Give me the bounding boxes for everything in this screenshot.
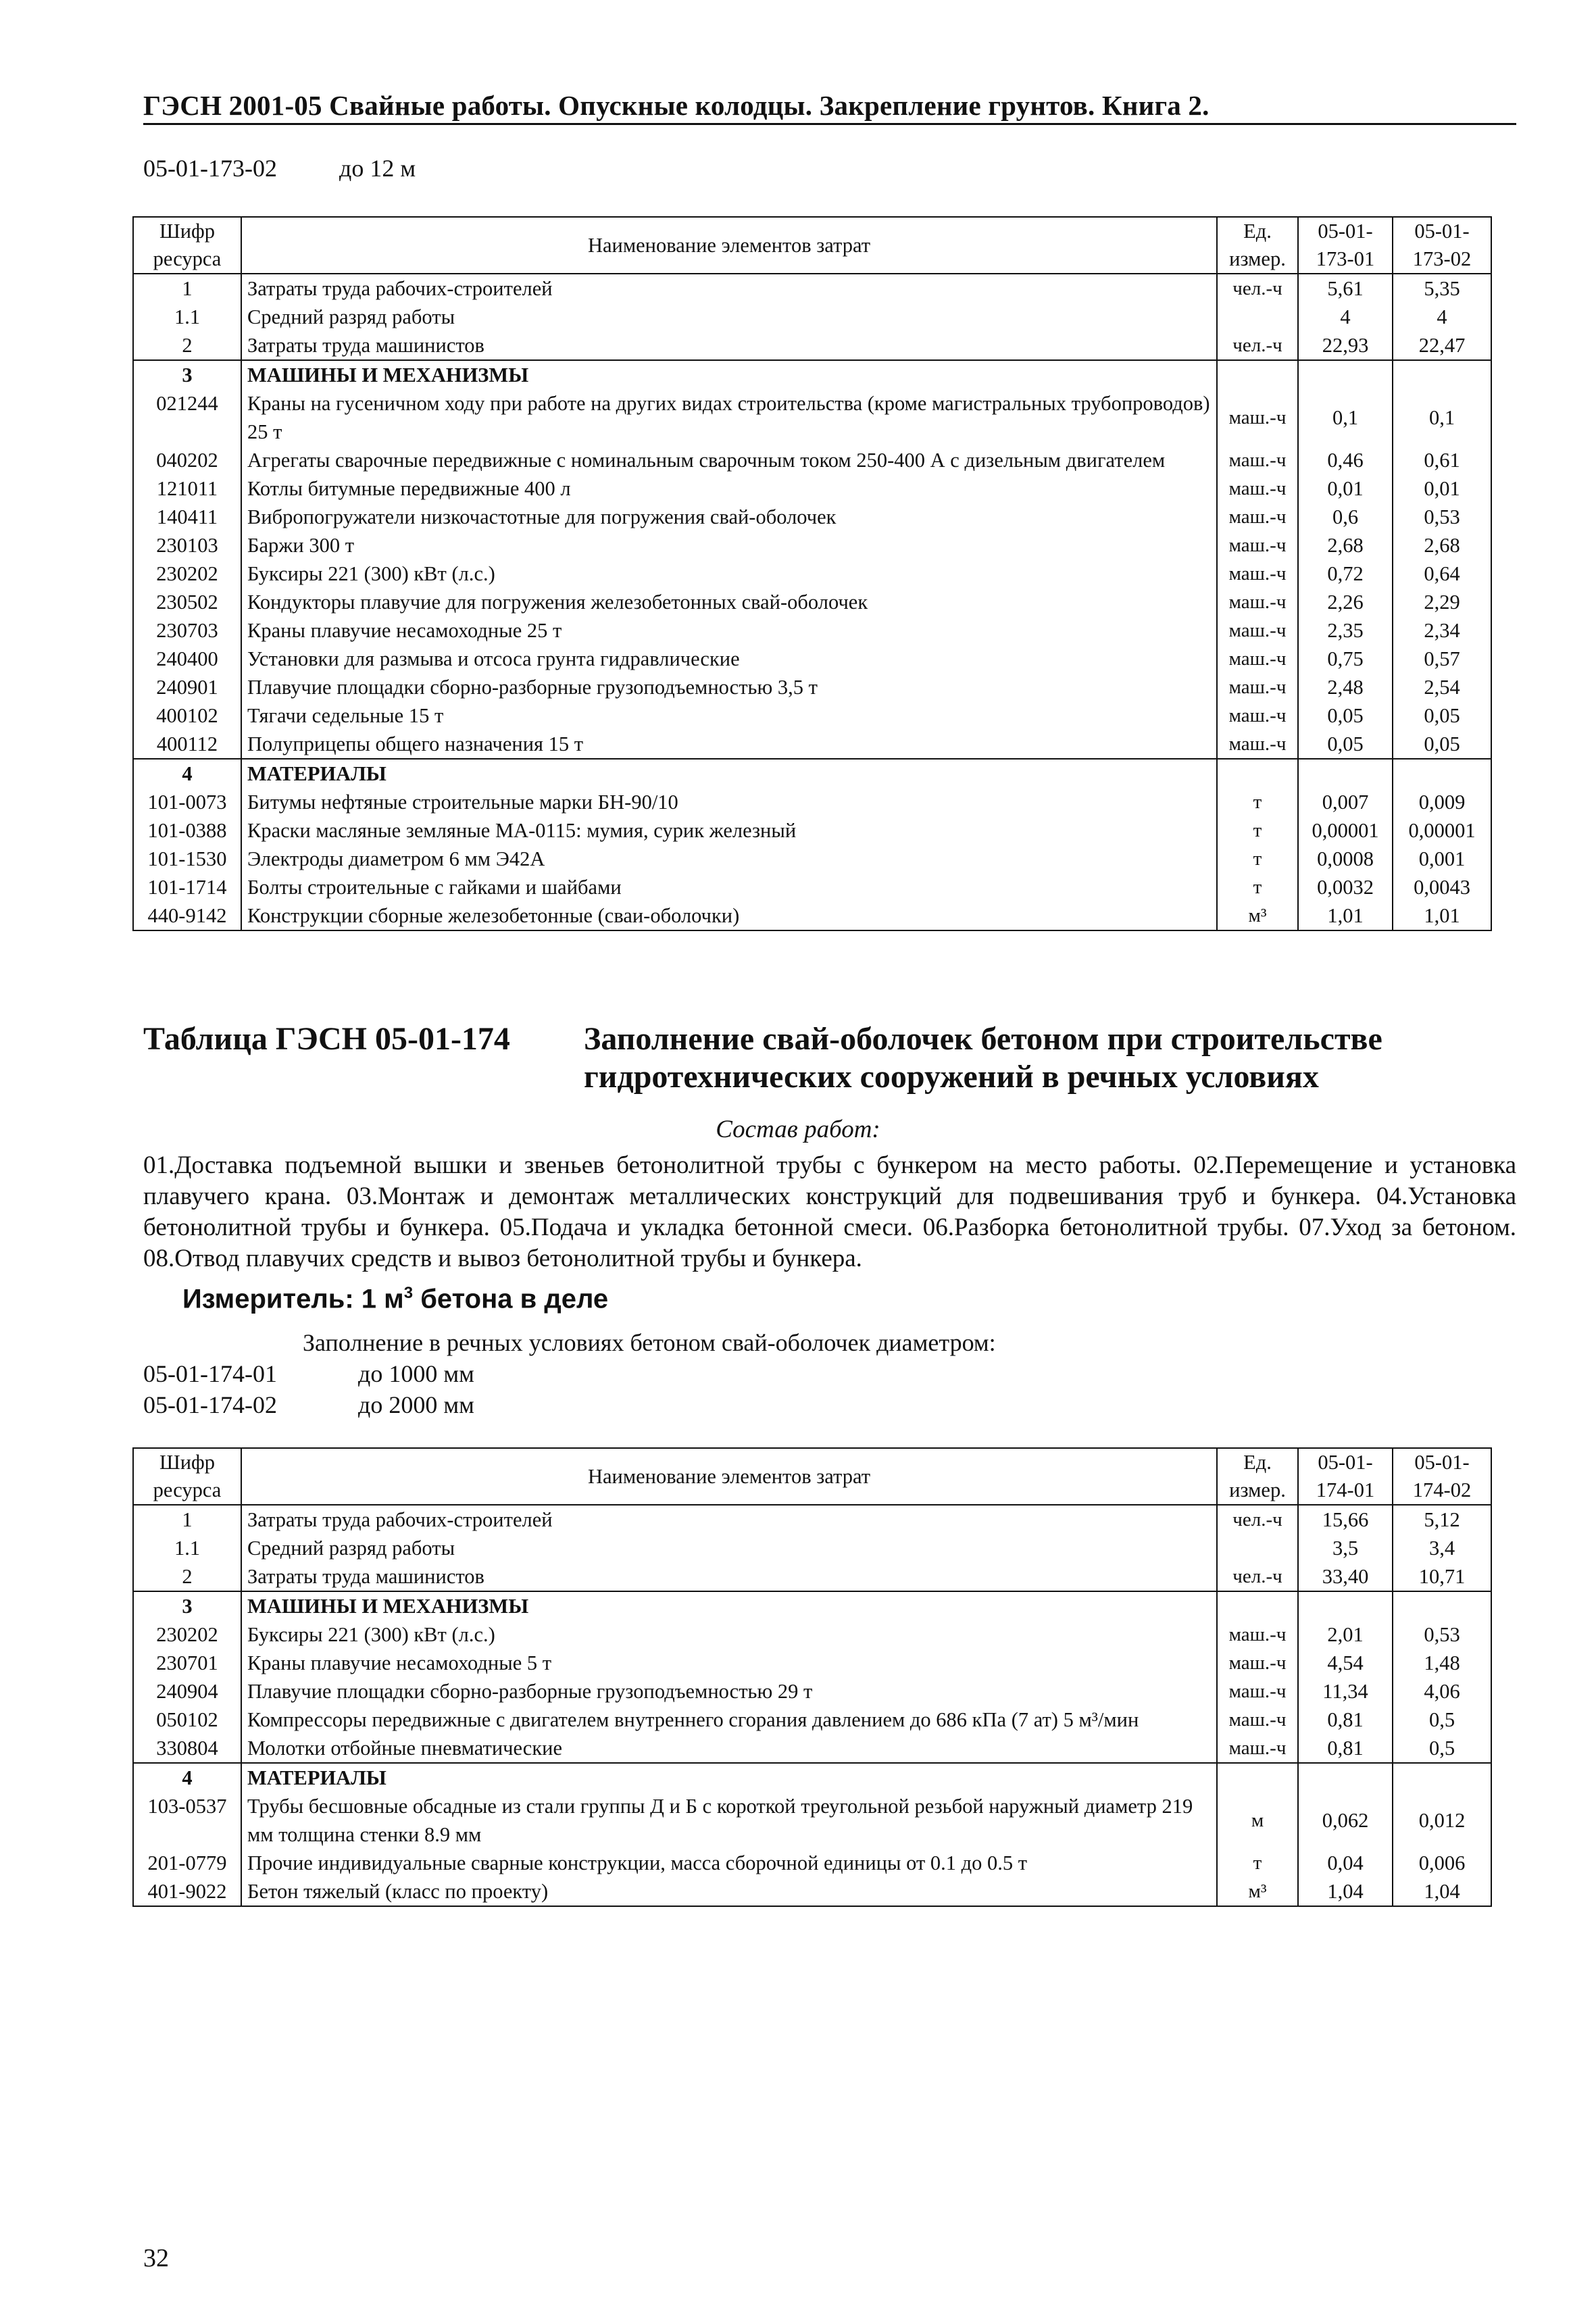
cell-name: Молотки отбойные пневматические [241,1734,1217,1763]
resource-table-173 [132,216,1492,931]
cell-value-2: 1,48 [1393,1649,1491,1677]
cell-code: 050102 [133,1706,241,1734]
cell-code: 440-9142 [133,901,241,930]
cell-value-2: 0,00001 [1393,816,1491,845]
variant-code: 05-01-174-02 [143,1391,277,1418]
cell-name: Битумы нефтяные строительные марки БН-90/10 [241,788,1217,816]
cell-name: Кондукторы плавучие для погружения железобетонных свай-оболочек [241,588,1217,616]
cell-name: Электроды диаметром 6 мм Э42А [241,845,1217,873]
cell-value-1: 2,26 [1298,588,1393,616]
cell-value-1: 3,5 [1298,1534,1393,1562]
cell-value-2: 0,001 [1393,845,1491,873]
variant-code: 05-01-173-02 [143,155,277,182]
cell-value-1 [1298,360,1393,389]
cell-code: 401-9022 [133,1877,241,1906]
table-row [133,1849,1491,1877]
table-row [133,816,1491,845]
cell-value-2: 2,68 [1393,531,1491,559]
cell-unit: чел.-ч [1217,1505,1298,1534]
cell-unit: маш.-ч [1217,446,1298,474]
table-row [133,616,1491,645]
cell-name: Затраты труда машинистов [241,1562,1217,1591]
cell-value-1: 4 [1298,303,1393,331]
cell-name: Затраты труда рабочих-строителей [241,274,1217,303]
running-header: ГЭСН 2001-05 Свайные работы. Опускные колодцы. Закрепление грунтов. Книга 2. [143,90,1210,121]
cell-unit: маш.-ч [1217,1677,1298,1706]
cell-value-1: 2,35 [1298,616,1393,645]
cell-value-2: 0,01 [1393,474,1491,503]
cell-unit: м³ [1217,1877,1298,1906]
cell-name: Буксиры 221 (300) кВт (л.с.) [241,1620,1217,1649]
cell-value-2: 0,05 [1393,730,1491,759]
cell-name: Затраты труда рабочих-строителей [241,1505,1217,1534]
cell-value-2: 0,05 [1393,701,1491,730]
cell-value-2: 10,71 [1393,1562,1491,1591]
cell-name: Компрессоры передвижные с двигателем внутреннего сгорания давлением до 686 кПа (7 ат) 5 м³/мин [241,1706,1217,1734]
cell-value-2: 2,29 [1393,588,1491,616]
cell-value-2 [1393,1591,1491,1620]
variant-value: до 12 м [339,155,416,182]
header-col1: 05-01-173-01 [1298,217,1393,274]
cell-value-2: 1,01 [1393,901,1491,930]
cell-name: Бетон тяжелый (класс по проекту) [241,1877,1217,1906]
cell-code: 1 [133,1505,241,1534]
table-title: Заполнение свай-оболочек бетоном при строительстве гидротехнических сооружений в речных условиях [584,1021,1382,1095]
cell-unit: т [1217,873,1298,901]
cell-name: Прочие индивидуальные сварные конструкции, масса сборочной единицы от 0.1 до 0.5 т [241,1849,1217,1877]
table-row [133,446,1491,474]
header-code: Шифр ресурса [133,217,241,274]
cell-value-1: 0,72 [1298,559,1393,588]
cell-value-1: 22,93 [1298,331,1393,360]
cell-name: Трубы бесшовные обсадные из стали группы Д и Б с короткой треугольной резьбой наружный диаметр 219 мм толщина стенки 8.9 мм [241,1792,1217,1849]
measure-suffix: бетона в деле [413,1284,609,1314]
cell-code: 101-1530 [133,845,241,873]
cell-name: МАШИНЫ И МЕХАНИЗМЫ [241,1591,1217,1620]
table-row [133,673,1491,701]
cell-name: Краски масляные земляные МА-0115: мумия, сурик железный [241,816,1217,845]
cell-code: 2 [133,1562,241,1591]
cell-value-1: 0,81 [1298,1734,1393,1763]
header-name: Наименование элементов затрат [241,217,1217,274]
cell-unit: чел.-ч [1217,274,1298,303]
table-row [133,1562,1491,1591]
cell-code: 230703 [133,616,241,645]
cell-value-2: 0,5 [1393,1706,1491,1734]
cell-name: Полуприцепы общего назначения 15 т [241,730,1217,759]
cell-name: Агрегаты сварочные передвижные с номинальным сварочным током 250-400 А с дизельным двигателем [241,446,1217,474]
cell-value-1: 1,04 [1298,1877,1393,1906]
cell-name: Средний разряд работы [241,1534,1217,1562]
cell-value-2: 2,34 [1393,616,1491,645]
cell-unit [1217,303,1298,331]
cell-name: Тягачи седельные 15 т [241,701,1217,730]
cell-value-1: 0,05 [1298,730,1393,759]
cell-code: 101-0073 [133,788,241,816]
cell-value-2: 0,0043 [1393,873,1491,901]
cell-unit: маш.-ч [1217,503,1298,531]
table-row [133,1649,1491,1677]
cell-value-1: 2,68 [1298,531,1393,559]
cell-value-2: 3,4 [1393,1534,1491,1562]
cell-value-1: 0,6 [1298,503,1393,531]
table-row [133,1505,1491,1534]
cell-value-1: 0,0008 [1298,845,1393,873]
cell-code: 240904 [133,1677,241,1706]
cell-unit [1217,360,1298,389]
cell-name: Краны плавучие несамоходные 5 т [241,1649,1217,1677]
cell-code: 4 [133,759,241,788]
measure-unit [182,1284,608,1314]
cell-name: МАШИНЫ И МЕХАНИЗМЫ [241,360,1217,389]
fill-intro: Заполнение в речных условиях бетоном свай-оболочек диаметром: [303,1329,996,1356]
cell-name: Баржи 300 т [241,531,1217,559]
cell-code: 121011 [133,474,241,503]
table-body [133,1505,1491,1906]
table-row [133,1792,1491,1849]
table-row [133,531,1491,559]
cell-unit: т [1217,816,1298,845]
cell-value-2: 4,06 [1393,1677,1491,1706]
cell-value-1: 0,46 [1298,446,1393,474]
cell-unit [1217,1534,1298,1562]
cell-value-2: 0,006 [1393,1849,1491,1877]
table-row [133,1677,1491,1706]
cell-code: 101-0388 [133,816,241,845]
section-row [133,360,1491,389]
cell-code: 4 [133,1763,241,1792]
table-row [133,559,1491,588]
cell-unit: маш.-ч [1217,389,1298,446]
section-row [133,759,1491,788]
cell-unit: маш.-ч [1217,645,1298,673]
table-row [133,503,1491,531]
cell-value-2: 0,61 [1393,446,1491,474]
table-body [133,274,1491,930]
cell-code: 1.1 [133,303,241,331]
cell-value-2: 1,04 [1393,1877,1491,1906]
cell-value-2: 0,53 [1393,503,1491,531]
cell-value-2 [1393,759,1491,788]
cell-value-1: 0,1 [1298,389,1393,446]
header-name: Наименование элементов затрат [241,1448,1217,1505]
cell-value-1: 0,81 [1298,1706,1393,1734]
header-col1: 05-01-174-01 [1298,1448,1393,1505]
cell-value-2: 0,53 [1393,1620,1491,1649]
cell-value-2 [1393,360,1491,389]
cell-name: Краны на гусеничном ходу при работе на других видах строительства (кроме магистральных трубопроводов) 25 т [241,389,1217,446]
cell-value-1: 15,66 [1298,1505,1393,1534]
cell-value-1: 0,75 [1298,645,1393,673]
variant-code: 05-01-174-01 [143,1360,277,1387]
measure-sup: 3 [403,1284,414,1302]
cell-unit: м [1217,1792,1298,1849]
cell-code: 230701 [133,1649,241,1677]
cell-value-1: 33,40 [1298,1562,1393,1591]
table-header-row [133,217,1491,274]
cell-value-2: 2,54 [1393,673,1491,701]
cell-value-2: 22,47 [1393,331,1491,360]
cell-unit: т [1217,788,1298,816]
table-row [133,701,1491,730]
table-row [133,730,1491,759]
page-number: 32 [143,2244,169,2272]
cell-code: 021244 [133,389,241,446]
cell-code: 230202 [133,1620,241,1649]
table-row [133,331,1491,360]
header-col2: 05-01-174-02 [1393,1448,1491,1505]
cell-unit [1217,1591,1298,1620]
table-row [133,389,1491,446]
cell-name: Буксиры 221 (300) кВт (л.с.) [241,559,1217,588]
cell-unit: т [1217,845,1298,873]
cell-value-2 [1393,1763,1491,1792]
header-col2: 05-01-173-02 [1393,217,1491,274]
cell-unit [1217,759,1298,788]
cell-unit: маш.-ч [1217,701,1298,730]
table-row [133,1620,1491,1649]
cell-code: 201-0779 [133,1849,241,1877]
cell-code: 3 [133,360,241,389]
table-row [133,588,1491,616]
section-row [133,1763,1491,1792]
cell-unit: маш.-ч [1217,531,1298,559]
cell-name: Плавучие площадки сборно-разборные грузоподъемностью 3,5 т [241,673,1217,701]
cell-value-1: 0,007 [1298,788,1393,816]
cell-name: Вибропогружатели низкочастотные для погружения свай-оболочек [241,503,1217,531]
cell-unit: маш.-ч [1217,730,1298,759]
cell-code: 1 [133,274,241,303]
cell-value-1 [1298,1763,1393,1792]
composition-heading: Состав работ: [716,1116,880,1143]
cell-code: 400112 [133,730,241,759]
measure-prefix: Измеритель: 1 м [182,1284,404,1314]
table-row [133,901,1491,930]
table-row [133,1706,1491,1734]
cell-unit: т [1217,1849,1298,1877]
composition-text: 01.Доставка подъемной вышки и звеньев бетонолитной трубы с бункером на место работы. 02.Перемещение и установка плавучего крана. 03.Монтаж и демонтаж металлических конструкций для подвешивания труб и бункера. 04.Установка бетонолитной трубы и бункера. 05.Подача и укладка бетонной смеси. 06.Разборка бетонолитной трубы. 07.Уход за бетоном. 08.Отвод плавучих средств и вывоз бетонолитной трубы и бункера. [143,1151,1516,1272]
cell-unit: маш.-ч [1217,588,1298,616]
cell-value-1: 11,34 [1298,1677,1393,1706]
cell-name: Котлы битумные передвижные 400 л [241,474,1217,503]
header-rule [143,123,1516,125]
cell-unit: маш.-ч [1217,616,1298,645]
cell-value-1: 0,05 [1298,701,1393,730]
cell-code: 240901 [133,673,241,701]
cell-name: Краны плавучие несамоходные 25 т [241,616,1217,645]
cell-value-1: 0,01 [1298,474,1393,503]
cell-name: МАТЕРИАЛЫ [241,1763,1217,1792]
header-code: Шифр ресурса [133,1448,241,1505]
table-label: Таблица ГЭСН 05-01-174 [143,1021,510,1057]
cell-code: 240400 [133,645,241,673]
cell-unit: чел.-ч [1217,1562,1298,1591]
cell-name: Болты строительные с гайками и шайбами [241,873,1217,901]
cell-name: Конструкции сборные железобетонные (сваи-оболочки) [241,901,1217,930]
table-row [133,1734,1491,1763]
cell-code: 230202 [133,559,241,588]
cell-unit: маш.-ч [1217,673,1298,701]
cell-name: Плавучие площадки сборно-разборные грузоподъемностью 29 т [241,1677,1217,1706]
cell-code: 330804 [133,1734,241,1763]
header-unit: Ед. измер. [1217,1448,1298,1505]
cell-code: 230502 [133,588,241,616]
table-header-row [133,1448,1491,1505]
cell-value-1: 0,0032 [1298,873,1393,901]
table-row [133,645,1491,673]
cell-name: Средний разряд работы [241,303,1217,331]
cell-code: 040202 [133,446,241,474]
cell-name: Установки для размыва и отсоса грунта гидравлические [241,645,1217,673]
cell-unit: чел.-ч [1217,331,1298,360]
cell-code: 103-0537 [133,1792,241,1849]
section-row [133,1591,1491,1620]
cell-value-2: 0,57 [1393,645,1491,673]
table-row [133,873,1491,901]
table-row [133,1534,1491,1562]
cell-unit: маш.-ч [1217,1706,1298,1734]
cell-name: МАТЕРИАЛЫ [241,759,1217,788]
cell-value-2: 0,1 [1393,389,1491,446]
cell-value-2: 0,5 [1393,1734,1491,1763]
cell-value-1: 0,04 [1298,1849,1393,1877]
cell-code: 1.1 [133,1534,241,1562]
cell-value-1: 0,00001 [1298,816,1393,845]
cell-value-2: 0,012 [1393,1792,1491,1849]
variant-value: до 2000 мм [358,1391,474,1418]
cell-value-1: 4,54 [1298,1649,1393,1677]
cell-value-2: 4 [1393,303,1491,331]
header-unit: Ед. измер. [1217,217,1298,274]
cell-unit: маш.-ч [1217,1620,1298,1649]
cell-unit: маш.-ч [1217,1649,1298,1677]
table-row [133,303,1491,331]
cell-value-2: 0,009 [1393,788,1491,816]
cell-value-1: 5,61 [1298,274,1393,303]
cell-value-2: 5,12 [1393,1505,1491,1534]
table-row [133,474,1491,503]
cell-code: 101-1714 [133,873,241,901]
cell-code: 3 [133,1591,241,1620]
cell-value-1 [1298,759,1393,788]
cell-value-2: 0,64 [1393,559,1491,588]
cell-value-1: 1,01 [1298,901,1393,930]
cell-name: Затраты труда машинистов [241,331,1217,360]
cell-unit [1217,1763,1298,1792]
resource-table-174 [132,1447,1492,1907]
variant-value: до 1000 мм [358,1360,474,1387]
table-row [133,1877,1491,1906]
cell-code: 140411 [133,503,241,531]
cell-code: 230103 [133,531,241,559]
cell-unit: маш.-ч [1217,474,1298,503]
cell-value-1 [1298,1591,1393,1620]
cell-unit: маш.-ч [1217,559,1298,588]
cell-value-2: 5,35 [1393,274,1491,303]
cell-value-1: 0,062 [1298,1792,1393,1849]
cell-code: 400102 [133,701,241,730]
cell-unit: маш.-ч [1217,1734,1298,1763]
cell-value-1: 2,48 [1298,673,1393,701]
table-row [133,845,1491,873]
cell-code: 2 [133,331,241,360]
cell-unit: м³ [1217,901,1298,930]
table-row [133,788,1491,816]
table-row [133,274,1491,303]
cell-value-1: 2,01 [1298,1620,1393,1649]
